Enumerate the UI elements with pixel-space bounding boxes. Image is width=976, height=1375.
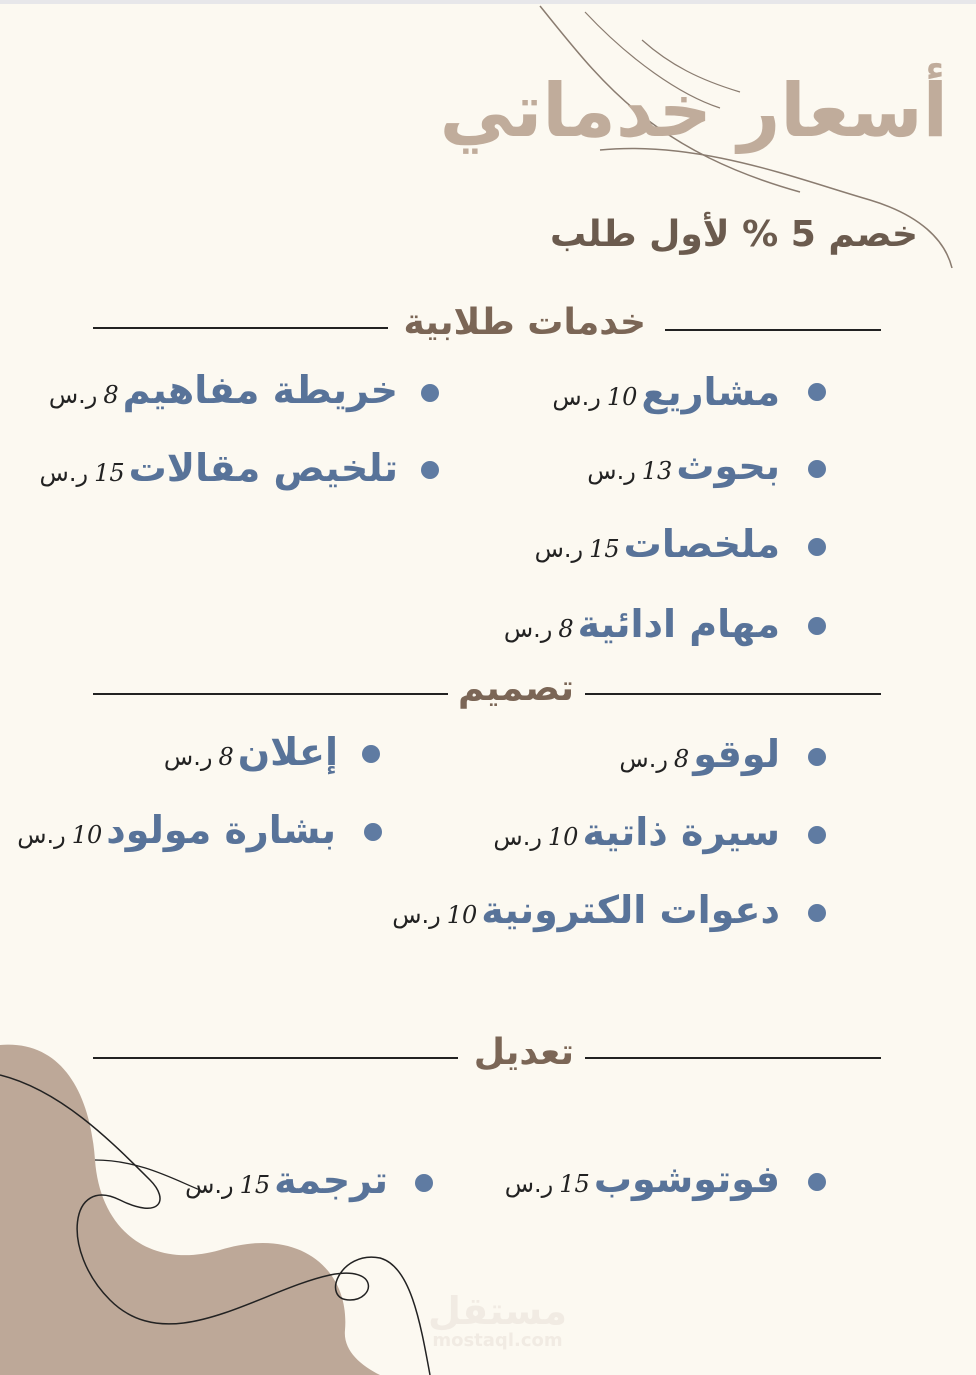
bullet-icon (808, 538, 826, 556)
currency-label: ر.س (17, 821, 66, 849)
service-name: خريطة مفاهيم (122, 368, 398, 412)
service-item (164, 730, 338, 774)
service-item (40, 446, 398, 490)
service-name: سيرة ذاتية (582, 810, 780, 854)
service-price: 15 (589, 535, 620, 563)
service-item (493, 810, 780, 854)
service-item (587, 444, 780, 488)
service-price: 8 (218, 743, 234, 771)
currency-label: ر.س (552, 383, 601, 411)
service-name: ترجمة (274, 1158, 388, 1202)
service-name: لوقو (693, 732, 780, 776)
service-price: 10 (71, 821, 103, 849)
service-name: ملخصات (623, 522, 780, 566)
currency-label: ر.س (534, 535, 584, 563)
currency-label: ر.س (39, 459, 89, 487)
bullet-icon (421, 461, 439, 479)
currency-label: ر.س (619, 745, 668, 773)
currency-label: ر.س (504, 1170, 554, 1198)
service-price: 8 (673, 745, 690, 773)
section-title-student: خدمات طلابية (393, 302, 656, 343)
watermark-arabic: مستقل (428, 1289, 567, 1333)
bullet-icon (808, 748, 826, 766)
service-price: 13 (641, 457, 673, 485)
service-name: تلخيص مقالات (128, 446, 398, 490)
deco-blob (0, 1045, 380, 1375)
service-item (49, 368, 398, 412)
bullet-icon (808, 1173, 826, 1191)
service-price: 10 (547, 823, 579, 851)
discount-text: خصم 5 % لأول طلب (549, 214, 918, 255)
section-title-editing: تعديل (464, 1032, 584, 1073)
service-price: 10 (446, 901, 478, 929)
watermark-latin: mostaql.com (432, 1330, 563, 1351)
bullet-icon (808, 460, 826, 478)
service-price: 15 (239, 1171, 271, 1199)
section-divider-right (665, 329, 881, 331)
service-item (552, 370, 780, 414)
bullet-icon (808, 617, 826, 635)
section-divider-left (93, 327, 388, 329)
service-name: دعوات الكترونية (481, 888, 780, 932)
service-item (185, 1158, 388, 1202)
section-divider-left (93, 1057, 458, 1059)
currency-label: ر.س (503, 615, 553, 643)
bullet-icon (415, 1174, 433, 1192)
service-price: 15 (94, 459, 125, 487)
currency-label: ر.س (587, 457, 636, 485)
section-divider-left (93, 693, 458, 695)
service-name: فوتوشوب (593, 1157, 780, 1201)
section-divider-right (585, 1057, 881, 1059)
currency-label: ر.س (48, 381, 98, 409)
service-item (619, 732, 780, 776)
bullet-icon (808, 383, 826, 401)
section-title-design: تصميم (448, 668, 584, 709)
service-item (535, 522, 780, 566)
service-name: إعلان (237, 730, 338, 774)
service-item (505, 1157, 780, 1201)
service-name: بشارة مولود (106, 808, 336, 852)
page-title: أسعار خدماتي (439, 68, 948, 154)
bullet-icon (808, 826, 826, 844)
service-name: مشاريع (641, 370, 780, 414)
service-name: مهام ادائية (577, 602, 780, 646)
service-price: 8 (558, 615, 574, 643)
service-price: 10 (606, 383, 638, 411)
service-price: 15 (559, 1170, 590, 1198)
bullet-icon (362, 745, 380, 763)
service-price: 8 (103, 381, 119, 409)
currency-label: ر.س (185, 1171, 234, 1199)
service-item (17, 808, 336, 852)
currency-label: ر.س (163, 743, 213, 771)
watermark (428, 1289, 567, 1351)
currency-label: ر.س (392, 901, 441, 929)
service-item (392, 888, 780, 932)
service-item (504, 602, 780, 646)
service-name: بحوث (676, 444, 780, 488)
section-divider-right (585, 693, 881, 695)
currency-label: ر.س (493, 823, 542, 851)
bullet-icon (808, 904, 826, 922)
bullet-icon (421, 384, 439, 402)
bullet-icon (364, 823, 382, 841)
